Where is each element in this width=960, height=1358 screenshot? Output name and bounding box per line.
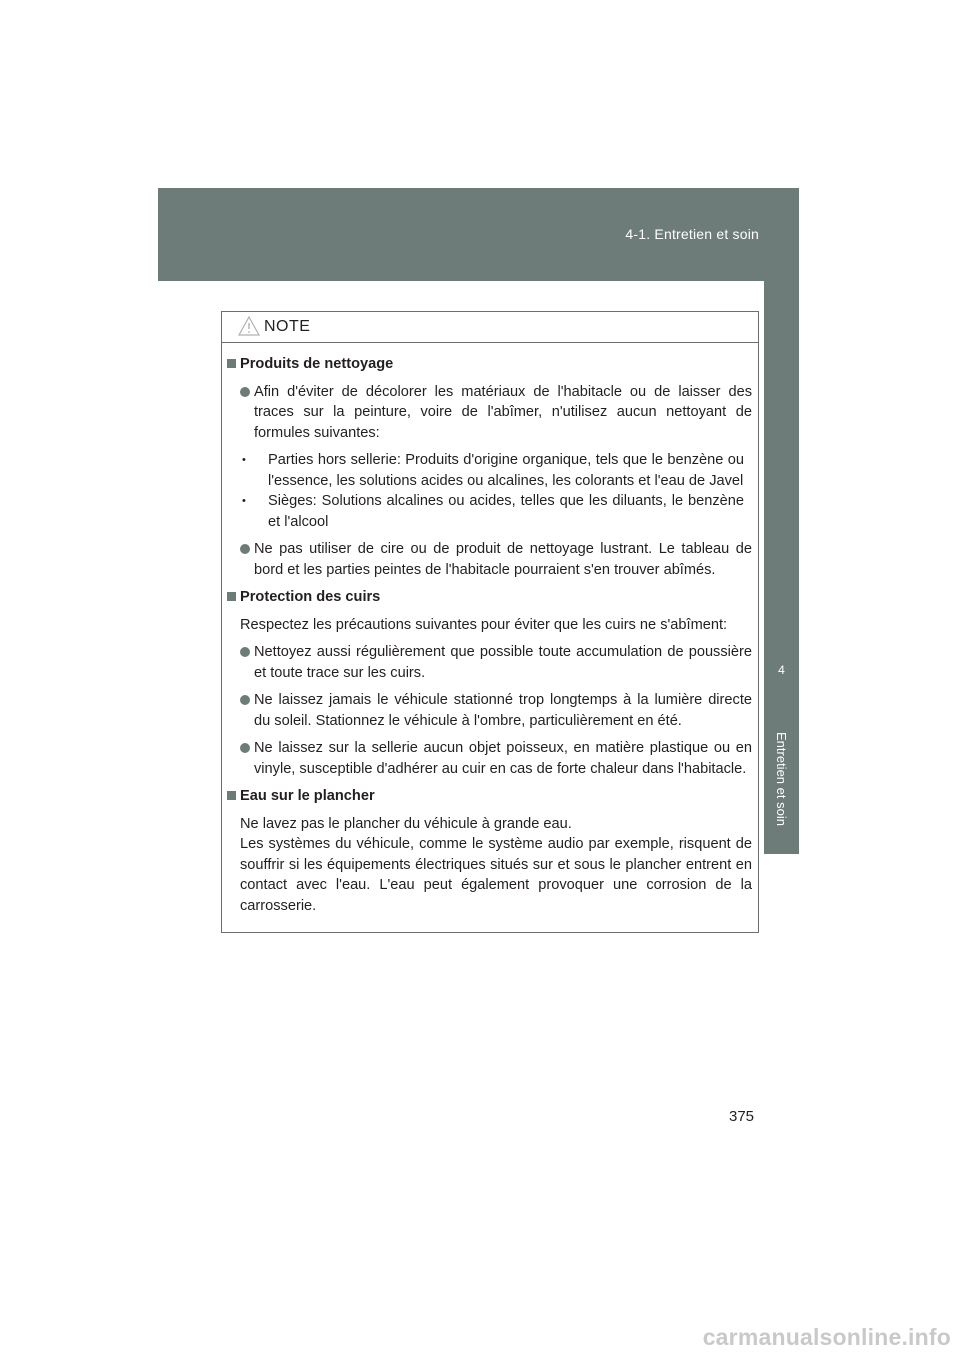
- section-title: 4-1. Entretien et soin: [625, 226, 759, 242]
- note-header: [222, 312, 758, 343]
- paragraph: Les systèmes du véhicule, comme le système audio par exemple, risquent de souffrir si les équipements électriques situés sur et sous le plancher entrent en contact avec l'eau. L'eau peut également provoquer une corrosion de la carrosserie.: [240, 836, 752, 914]
- section-heading: Produits de nettoyage: [226, 354, 752, 375]
- note-box: [221, 311, 759, 933]
- note-body: [222, 343, 758, 916]
- page-number: 375: [729, 1108, 755, 1125]
- chapter-label-wrap: [764, 281, 799, 854]
- note-title: NOTE: [264, 318, 311, 335]
- sub-bullet-item: • Sièges: Solutions alcalines ou acides, telles que les diluants, le benzène et l'alcool: [240, 491, 744, 532]
- bullet-item: Ne laissez sur la sellerie aucun objet poisseux, en matière plastique ou en vinyle, susceptible d'adhérer au cuir en cas de forte chaleur dans l'habitacle.: [226, 738, 752, 779]
- warning-triangle-icon: [238, 316, 260, 341]
- section-heading: Protection des cuirs: [226, 587, 752, 608]
- bullet-item: Nettoyez aussi régulièrement que possible toute accumulation de poussière et toute trace sur les cuirs.: [226, 642, 752, 683]
- chapter-label: Entretien et soin: [774, 732, 789, 826]
- paragraph: Respectez les précautions suivantes pour éviter que les cuirs ne s'abîment:: [240, 616, 728, 633]
- chapter-side-tab: [764, 281, 799, 854]
- header-band: [158, 188, 799, 281]
- watermark: carmanualsonline.info: [702, 1324, 951, 1350]
- bullet-item: Afin d'éviter de décolorer les matériaux de l'habitacle ou de laisser des traces sur la peinture, voire de l'abîmer, n'utilisez aucun nettoyant de formules suivantes:: [226, 382, 752, 444]
- bullet-item: Ne pas utiliser de cire ou de produit de nettoyage lustrant. Le tableau de bord et les parties peintes de l'habitacle pourraient s'en trouver abîmés.: [226, 539, 752, 580]
- paragraph: Ne lavez pas le plancher du véhicule à grande eau.: [240, 815, 572, 832]
- section-heading: Eau sur le plancher: [226, 786, 752, 807]
- chapter-number: 4: [778, 663, 785, 677]
- spacer: [226, 532, 752, 539]
- sub-bullet-item: • Parties hors sellerie: Produits d'origine organique, tels que le benzène ou l'essence, les solutions acides ou alcalines, les colorants et l'eau de Javel: [240, 450, 744, 491]
- bullet-item: Ne laissez jamais le véhicule stationné trop longtemps à la lumière directe du soleil. Stationnez le véhicule à l'ombre, particulièrement en été.: [226, 690, 752, 731]
